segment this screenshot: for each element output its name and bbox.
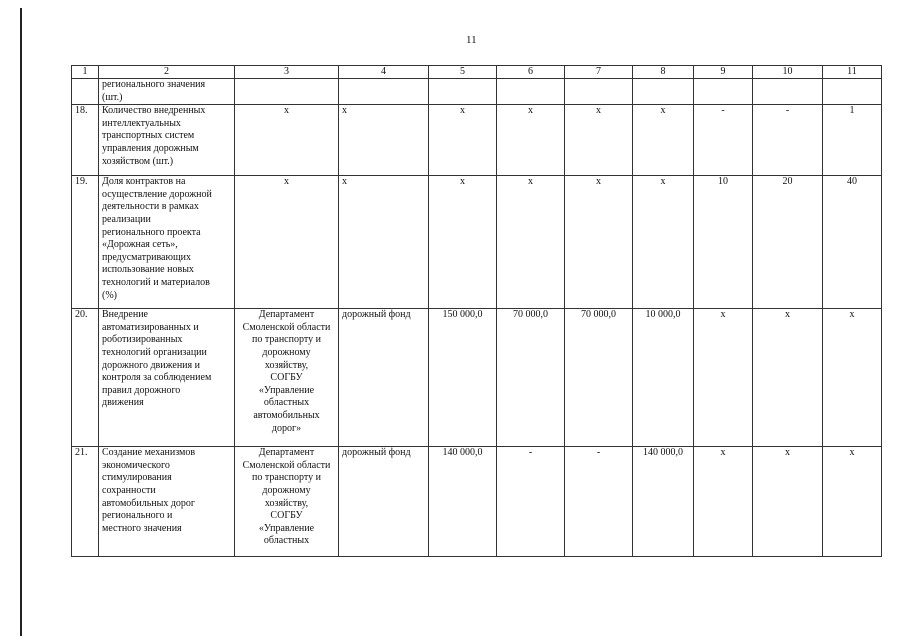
indicator-name-cell-line: регионального значения bbox=[102, 79, 206, 90]
executor-cell-line: x bbox=[284, 105, 289, 117]
value-cell-10: x bbox=[753, 309, 823, 447]
value-cell-8: 10 000,0 bbox=[633, 309, 694, 447]
value-cell-7: x bbox=[565, 176, 633, 309]
value-cell-10: x bbox=[753, 447, 823, 557]
indicator-name-cell-line: (шт.) bbox=[102, 91, 123, 103]
indicator-name-cell-line: движения bbox=[102, 397, 144, 409]
indicator-name-cell-line: Количество внедренных bbox=[102, 105, 206, 117]
row-number-cell: 18. bbox=[72, 105, 99, 176]
executor-cell-line: x bbox=[284, 176, 289, 188]
value-cell-5 bbox=[429, 79, 497, 105]
executor-cell-line: «Управление bbox=[258, 384, 315, 396]
value-cell-7: 70 000,0 bbox=[565, 309, 633, 447]
indicator-name-cell-line: использование новых bbox=[102, 264, 194, 276]
value-cell-11: 40 bbox=[823, 176, 882, 309]
executor-cell-line: СОГБУ bbox=[270, 510, 303, 522]
indicator-name-cell-line: Доля контрактов на bbox=[102, 176, 186, 188]
value-cell-6: - bbox=[497, 447, 565, 557]
funding-source-cell: x bbox=[339, 105, 429, 176]
indicator-name-cell-line: контроля за соблюдением bbox=[102, 372, 212, 384]
table-row bbox=[72, 447, 882, 557]
value-cell-9: 10 bbox=[694, 176, 753, 309]
value-cell-9 bbox=[694, 79, 753, 105]
value-cell-9: x bbox=[694, 309, 753, 447]
indicator-name-cell bbox=[99, 176, 235, 309]
value-cell-10: - bbox=[753, 105, 823, 176]
header-cell: 7 bbox=[565, 66, 633, 79]
value-cell-9: - bbox=[694, 105, 753, 176]
executor-cell-line: областных bbox=[263, 397, 310, 409]
indicator-name-cell-line: деятельности в рамках bbox=[102, 201, 199, 213]
value-cell-10 bbox=[753, 79, 823, 105]
executor-cell-line: автомобильных bbox=[253, 409, 320, 421]
row-number-cell: 20. bbox=[72, 309, 99, 447]
header-cell: 3 bbox=[235, 66, 339, 79]
executor-cell bbox=[235, 105, 339, 176]
executor-cell-line: Департамент bbox=[258, 309, 315, 321]
indicator-name-cell-line: экономического bbox=[102, 459, 170, 471]
indicator-name-cell bbox=[99, 309, 235, 447]
indicator-name-cell-line: предусматривающих bbox=[102, 251, 192, 263]
value-cell-6: x bbox=[497, 176, 565, 309]
value-cell-11: x bbox=[823, 447, 882, 557]
value-cell-6 bbox=[497, 79, 565, 105]
executor-cell-line: по транспорту и bbox=[252, 472, 321, 484]
indicator-name-cell-line: Внедрение bbox=[102, 309, 148, 321]
table-row bbox=[72, 79, 882, 105]
executor-cell bbox=[235, 176, 339, 309]
value-cell-7: x bbox=[565, 105, 633, 176]
indicator-name-cell-line: дорожного движения и bbox=[102, 359, 200, 371]
value-cell-5: 140 000,0 bbox=[429, 447, 497, 557]
indicator-name-cell-line: автомобильных дорог bbox=[102, 497, 196, 509]
table-row bbox=[72, 176, 882, 309]
header-cell: 6 bbox=[497, 66, 565, 79]
header-cell: 5 bbox=[429, 66, 497, 79]
executor-cell-line: Смоленской области bbox=[242, 459, 331, 471]
indicator-name-cell-line: технологий организации bbox=[102, 346, 207, 358]
header-cell: 10 bbox=[753, 66, 823, 79]
indicator-name-cell-line: интеллектуальных bbox=[102, 117, 181, 129]
indicator-name-cell-line: (%) bbox=[102, 289, 117, 301]
funding-source-cell: дорожный фонд bbox=[339, 447, 429, 557]
indicator-name-cell-line: реализации bbox=[102, 213, 151, 225]
header-cell: 2 bbox=[99, 66, 235, 79]
header-cell: 11 bbox=[823, 66, 882, 79]
funding-source-cell: x bbox=[339, 176, 429, 309]
value-cell-9: x bbox=[694, 447, 753, 557]
executor-cell-line: Департамент bbox=[258, 447, 315, 459]
table-header-row bbox=[72, 66, 882, 79]
indicator-name-cell-line: управления дорожным bbox=[102, 142, 199, 154]
indicator-name-cell-line: Создание механизмов bbox=[102, 447, 196, 459]
header-cell: 9 bbox=[694, 66, 753, 79]
value-cell-11: x bbox=[823, 309, 882, 447]
value-cell-8: x bbox=[633, 105, 694, 176]
executor-cell-line: «Управление bbox=[258, 522, 315, 534]
row-number-cell: 21. bbox=[72, 447, 99, 557]
executor-cell-line: областных bbox=[263, 535, 310, 547]
executor-cell-line: Смоленской области bbox=[242, 321, 331, 333]
indicator-name-cell bbox=[99, 79, 235, 105]
header-cell: 1 bbox=[72, 66, 99, 79]
executor-cell-line: дорожному bbox=[262, 484, 311, 496]
executor-cell-line: СОГБУ bbox=[270, 372, 303, 384]
header-cell: 4 bbox=[339, 66, 429, 79]
executor-cell-line: дорожному bbox=[262, 346, 311, 358]
indicator-name-cell-line: роботизированных bbox=[102, 334, 183, 346]
executor-cell-line: хозяйству, bbox=[264, 497, 309, 509]
indicator-name-cell-line: «Дорожная сеть», bbox=[102, 239, 178, 251]
indicator-name-cell-line: местного значения bbox=[102, 522, 182, 534]
indicator-name-cell-line: правил дорожного bbox=[102, 384, 181, 396]
left-margin-rule bbox=[20, 8, 22, 636]
table-body bbox=[72, 66, 882, 557]
indicator-name-cell-line: автоматизированных и bbox=[102, 321, 199, 333]
indicator-name-cell-line: стимулирования bbox=[102, 472, 172, 484]
page-number: 11 bbox=[466, 34, 477, 46]
table-row bbox=[72, 309, 882, 447]
executor-cell-line: дорог» bbox=[271, 422, 302, 434]
executor-cell bbox=[235, 447, 339, 557]
row-number-cell: 19. bbox=[72, 176, 99, 309]
value-cell-7 bbox=[565, 79, 633, 105]
value-cell-11: 1 bbox=[823, 105, 882, 176]
indicators-table bbox=[71, 65, 882, 557]
value-cell-5: x bbox=[429, 105, 497, 176]
header-cell: 8 bbox=[633, 66, 694, 79]
funding-source-cell: дорожный фонд bbox=[339, 309, 429, 447]
value-cell-8: x bbox=[633, 176, 694, 309]
indicator-name-cell-line: регионального и bbox=[102, 510, 173, 522]
indicator-name-cell-line: хозяйством (шт.) bbox=[102, 155, 174, 167]
value-cell-5: 150 000,0 bbox=[429, 309, 497, 447]
executor-cell bbox=[235, 309, 339, 447]
indicator-name-cell-line: осуществление дорожной bbox=[102, 188, 212, 200]
value-cell-5: x bbox=[429, 176, 497, 309]
value-cell-8 bbox=[633, 79, 694, 105]
indicator-name-cell bbox=[99, 105, 235, 176]
row-number-cell bbox=[72, 79, 99, 105]
value-cell-6: x bbox=[497, 105, 565, 176]
executor-cell-line: хозяйству, bbox=[264, 359, 309, 371]
value-cell-7: - bbox=[565, 447, 633, 557]
indicator-name-cell bbox=[99, 447, 235, 557]
indicator-name-cell-line: сохранности bbox=[102, 484, 156, 496]
executor-cell-line: по транспорту и bbox=[252, 334, 321, 346]
indicator-name-cell-line: технологий и материалов bbox=[102, 276, 210, 288]
value-cell-10: 20 bbox=[753, 176, 823, 309]
funding-source-cell bbox=[339, 79, 429, 105]
value-cell-8: 140 000,0 bbox=[633, 447, 694, 557]
executor-cell bbox=[235, 79, 339, 105]
value-cell-6: 70 000,0 bbox=[497, 309, 565, 447]
indicator-name-cell-line: транспортных систем bbox=[102, 130, 195, 142]
table-row bbox=[72, 105, 882, 176]
value-cell-11 bbox=[823, 79, 882, 105]
indicator-name-cell-line: регионального проекта bbox=[102, 226, 201, 238]
